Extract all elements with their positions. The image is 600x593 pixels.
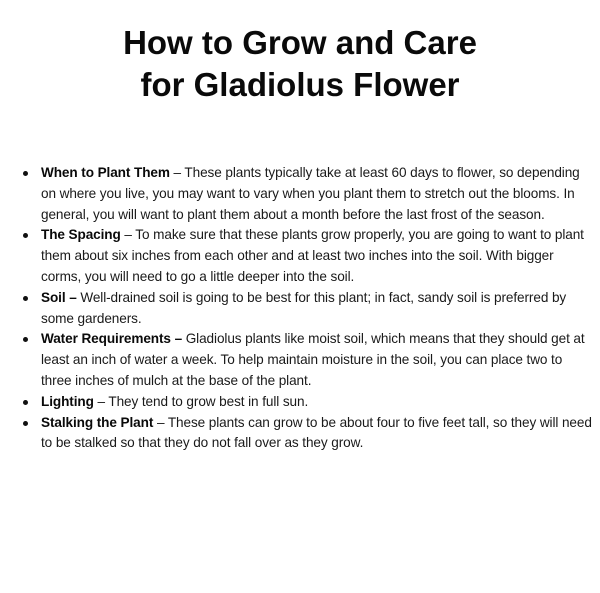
bullet-icon: [23, 337, 28, 342]
bullet-icon: [23, 421, 28, 426]
item-text: Gladiolus plants like moist soil, which means that they should get at least an inch of water a week. To help maintain moisture in the soil, you can place two to three inches of mulch at the base of the plant.: [41, 331, 585, 388]
item-term: The Spacing: [41, 227, 121, 243]
item-term: When to Plant Them: [41, 165, 170, 180]
list-item-spacing: [0, 225, 600, 287]
item-term: Water Requirements –: [41, 331, 183, 347]
title-line-1: How to Grow and Care: [123, 24, 477, 61]
item-text: – They tend to grow best in full sun.: [93, 393, 309, 409]
item-term: Lighting: [41, 393, 94, 409]
list-item-water: [0, 329, 600, 391]
bullet-icon: [23, 171, 28, 176]
list-item-soil: [0, 288, 600, 330]
item-text: – To make sure that these plants grow properly, you are going to want to plant them about six inches from each other and at least two inches into the soil. With bigger corms, you will need to go a little deeper into the soil.: [41, 227, 584, 284]
item-term: Soil –: [41, 289, 77, 305]
item-text: Well-drained soil is going to be best for this plant; in fact, sandy soil is preferred by some gardeners.: [41, 289, 567, 326]
bullet-icon: [23, 233, 28, 238]
title-line-2: for Gladiolus Flower: [140, 66, 460, 103]
list-item-stalking: [0, 413, 600, 455]
item-term: Stalking the Plant: [41, 414, 154, 430]
list-item-lighting: [0, 392, 600, 413]
list-item-planting-time: [0, 163, 600, 225]
bullet-icon: [23, 400, 28, 405]
page-title: [0, 22, 600, 106]
bullet-icon: [23, 296, 28, 301]
item-text: – These plants can grow to be about four to five feet tall, so they will need to be stalked so that they do not fall over as they grow.: [41, 414, 592, 451]
item-text: – These plants typically take at least 60 days to flower, so depending on where you live, you may want to vary when you plant them to stretch out the blooms. In general, you will want to plant them about a month before the last frost of the season.: [41, 165, 580, 222]
care-tips-list: [0, 163, 600, 454]
